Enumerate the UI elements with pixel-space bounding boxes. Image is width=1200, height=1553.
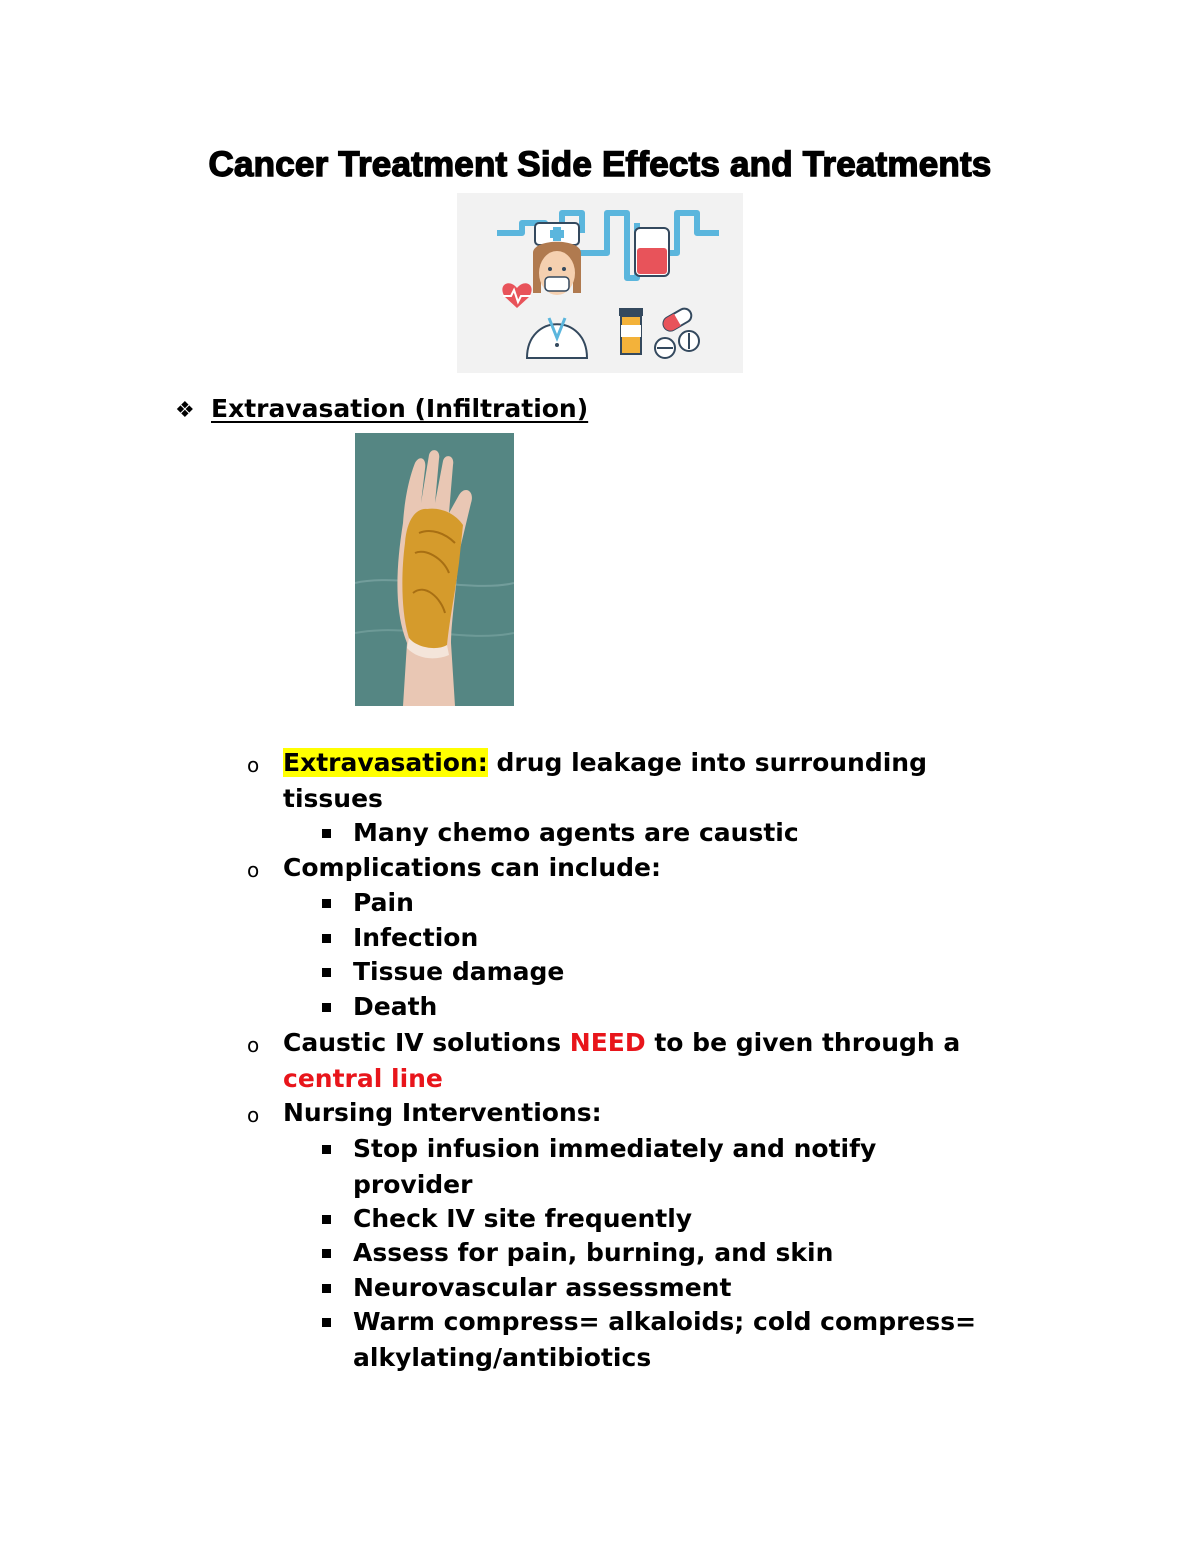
list-item-complications: Complications can include: bbox=[283, 853, 661, 882]
sub-item-continuation: provider bbox=[353, 1170, 473, 1199]
section-heading bbox=[175, 394, 588, 423]
caustic-text-end: to be given through a bbox=[645, 1028, 961, 1057]
central-line-emphasis: central line bbox=[283, 1064, 443, 1093]
sub-item-continuation: alkylating/antibiotics bbox=[353, 1343, 652, 1372]
square-bullet-icon bbox=[322, 1215, 331, 1224]
diamond-bullet-icon: ❖ bbox=[175, 398, 195, 423]
extravasation-hand-photo bbox=[355, 433, 514, 706]
square-bullet-icon bbox=[322, 899, 331, 908]
sub-item: Tissue damage bbox=[353, 957, 565, 986]
square-bullet-icon bbox=[322, 1284, 331, 1293]
list-item-nursing: Nursing Interventions: bbox=[283, 1098, 602, 1127]
caustic-text: Caustic IV solutions bbox=[283, 1028, 570, 1057]
sub-item: Stop infusion immediately and notify bbox=[353, 1134, 877, 1163]
square-bullet-icon bbox=[322, 1249, 331, 1258]
page-title: Cancer Treatment Side Effects and Treatments bbox=[208, 145, 992, 184]
level1-bullet-marker: o bbox=[247, 753, 260, 777]
square-bullet-icon bbox=[322, 1318, 331, 1327]
level1-bullet-marker: o bbox=[247, 858, 260, 882]
section-heading-label: Extravasation (Infiltration) bbox=[211, 394, 589, 423]
sub-item: Assess for pain, burning, and skin bbox=[353, 1238, 834, 1267]
need-emphasis: NEED bbox=[569, 1028, 646, 1057]
sub-item: Check IV site frequently bbox=[353, 1204, 693, 1233]
sub-item: Neurovascular assessment bbox=[353, 1273, 732, 1302]
level1-bullet-marker: o bbox=[247, 1103, 260, 1127]
sub-item: Pain bbox=[353, 888, 414, 917]
square-bullet-icon bbox=[322, 934, 331, 943]
list-item-definition-line2: tissues bbox=[283, 784, 383, 813]
square-bullet-icon bbox=[322, 829, 331, 838]
square-bullet-icon bbox=[322, 1145, 331, 1154]
nurse-clipart-icon bbox=[457, 193, 743, 373]
sub-item: Many chemo agents are caustic bbox=[353, 818, 799, 847]
highlighted-term: Extravasation: bbox=[283, 748, 488, 777]
list-item-caustic bbox=[283, 1028, 960, 1058]
sub-item: Warm compress= alkaloids; cold compress= bbox=[353, 1307, 977, 1336]
square-bullet-icon bbox=[322, 968, 331, 977]
list-item-definition-line1 bbox=[283, 748, 927, 778]
sub-item: Infection bbox=[353, 923, 479, 952]
sub-item: Death bbox=[353, 992, 438, 1021]
level1-bullet-marker: o bbox=[247, 1033, 260, 1057]
definition-text: drug leakage into surrounding bbox=[487, 748, 927, 777]
nurse-illustration bbox=[457, 193, 743, 373]
square-bullet-icon bbox=[322, 1003, 331, 1012]
